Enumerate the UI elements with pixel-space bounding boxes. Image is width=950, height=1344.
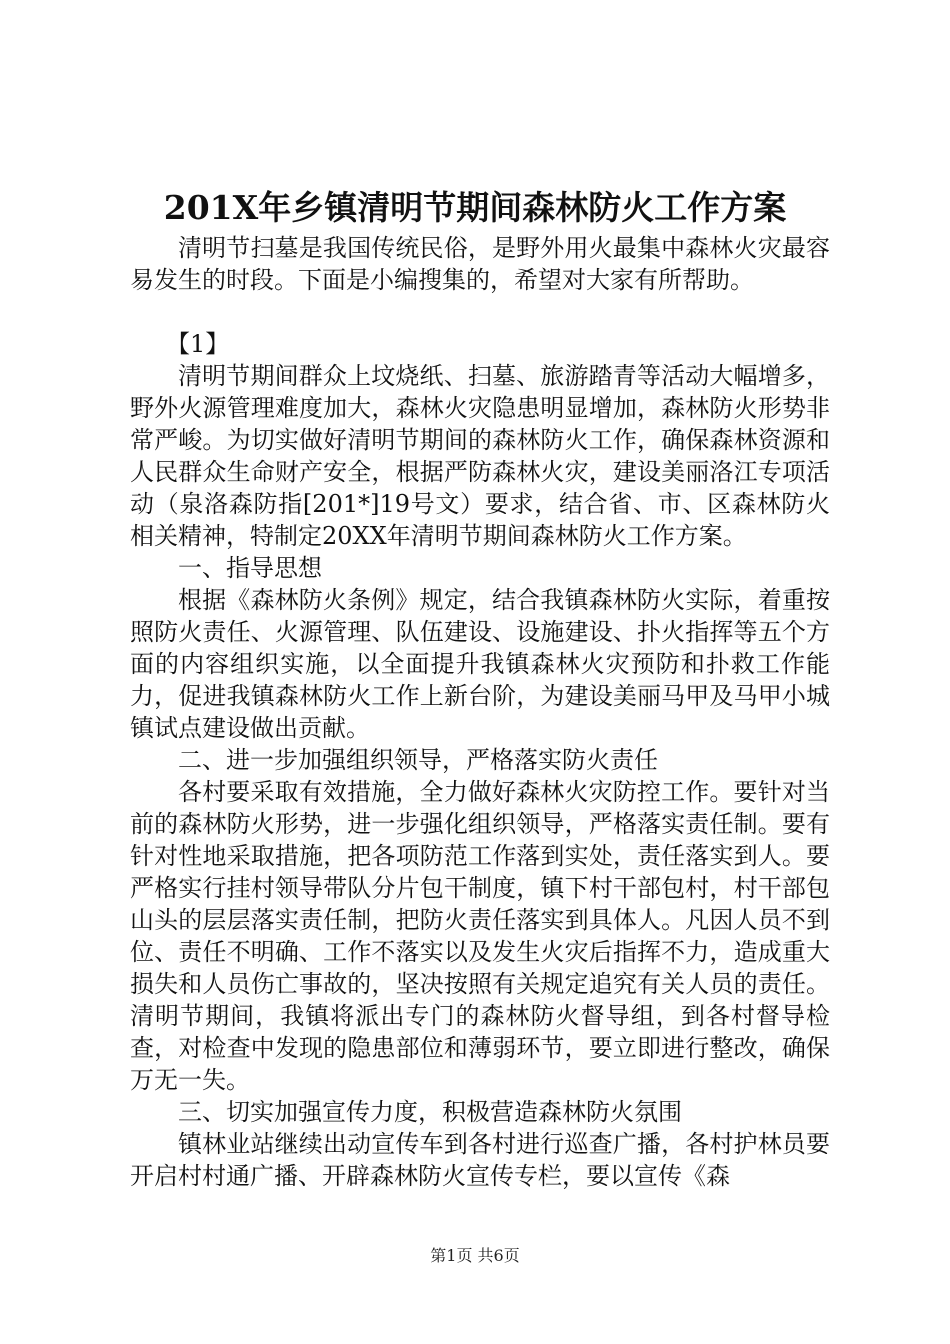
- section-heading-3: 三、切实加强宣传力度，积极营造森林防火氛围: [178, 1098, 682, 1126]
- paragraph-spacer: [130, 296, 830, 328]
- body-paragraph-4: 镇林业站继续出动宣传车到各村进行巡查广播，各村护林员要开启村村通广播、开辟森林防火宣传专栏，要以宣传《森: [130, 1130, 830, 1190]
- section-marker: 【1】: [166, 330, 230, 358]
- body-paragraph-2: 根据《森林防火条例》规定，结合我镇森林防火实际，着重按照防火责任、火源管理、队伍建设、设施建设、扑火指挥等五个方面的内容组织实施，以全面提升我镇森林火灾预防和扑救工作能力，促进我镇森林防火工作上新台阶，为建设美丽马甲及马甲小城镇试点建设做出贡献。: [130, 586, 830, 742]
- body-paragraph-1: 清明节期间群众上坟烧纸、扫墓、旅游踏青等活动大幅增多，野外火源管理难度加大，森林火灾隐患明显增加，森林防火形势非常严峻。为切实做好清明节期间的森林防火工作，确保森林资源和人民群众生命财产安全，根据严防森林火灾，建设美丽洛江专项活动（泉洛森防指[201*]19号文）要求，结合省、市、区森林防火相关精神，特制定20XX年清明节期间森林防火工作方案。: [130, 362, 830, 550]
- document-body: [130, 232, 830, 1192]
- section-heading-2: 二、进一步加强组织领导，严格落实防火责任: [178, 746, 658, 774]
- section-heading-1: 一、指导思想: [178, 554, 322, 582]
- document-title: 201X年乡镇清明节期间森林防火工作方案: [163, 188, 787, 227]
- intro-paragraph: 清明节扫墓是我国传统民俗，是野外用火最集中森林火灾最容易发生的时段。下面是小编搜集的，希望对大家有所帮助。: [130, 234, 830, 294]
- page-footer: 第1页 共6页: [430, 1246, 520, 1265]
- body-paragraph-3: 各村要采取有效措施，全力做好森林火灾防控工作。要针对当前的森林防火形势，进一步强化组织领导，严格落实责任制。要有针对性地采取措施，把各项防范工作落到实处，责任落实到人。要严格实行挂村领导带队分片包干制度，镇下村干部包村，村干部包山头的层层落实责任制，把防火责任落实到具体人。凡因人员不到位、责任不明确、工作不落实以及发生火灾后指挥不力，造成重大损失和人员伤亡事故的，坚决按照有关规定追究有关人员的责任。清明节期间，我镇将派出专门的森林防火督导组，到各村督导检查，对检查中发现的隐患部位和薄弱环节，要立即进行整改，确保万无一失。: [130, 778, 830, 1094]
